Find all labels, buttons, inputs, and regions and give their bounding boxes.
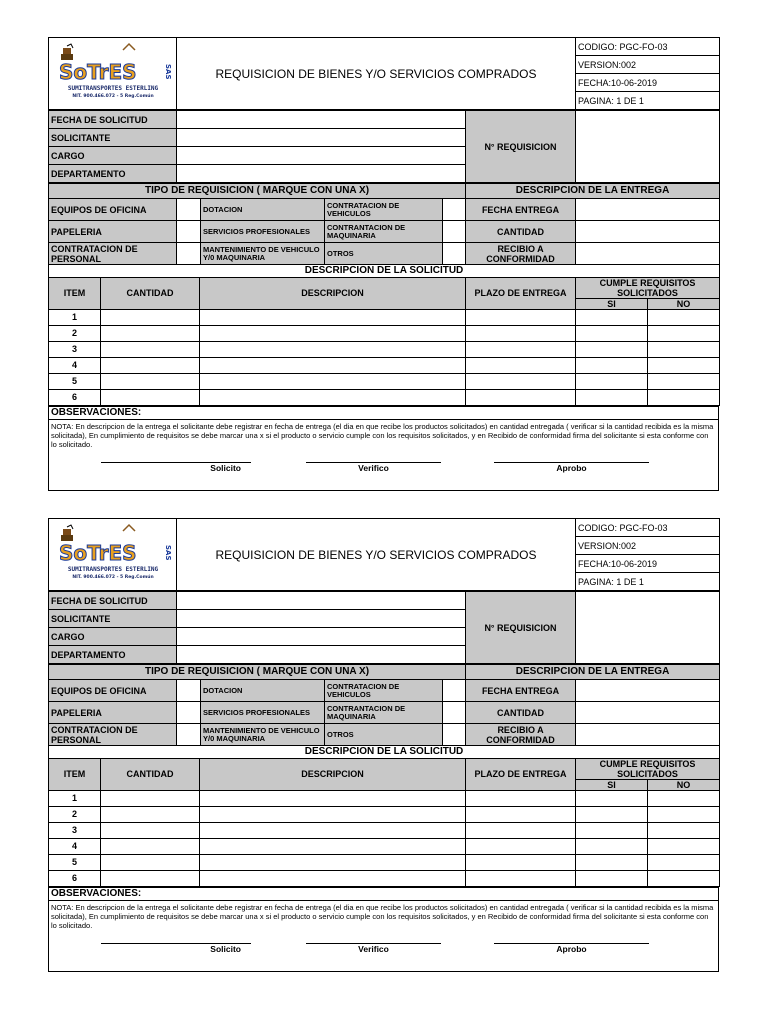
servicios-profesionales-label: SERVICIOS PROFESIONALES (201, 702, 325, 724)
solicitante-label: SOLICITANTE (49, 129, 177, 147)
departamento-field[interactable] (177, 646, 466, 664)
form-copy-1 (48, 37, 719, 491)
col-no: NO (648, 779, 720, 790)
fecha-solicitud-label: FECHA DE SOLICITUD (49, 111, 177, 129)
cantidad-cell[interactable] (101, 838, 200, 854)
col-item: ITEM (49, 277, 101, 309)
cantidad-cell[interactable] (101, 373, 200, 389)
tipo-requisicion-title: TIPO DE REQUISICION ( MARQUE CON UNA X) (49, 184, 466, 199)
plazo-cell[interactable] (466, 389, 576, 405)
observaciones-title: OBSERVACIONES: (49, 887, 719, 900)
codigo-label: CODIGO: PGC-FO-03 (576, 519, 720, 537)
cantidad-entrega-field[interactable] (576, 221, 720, 243)
descripcion-entrega-title: DESCRIPCION DE LA ENTREGA (466, 665, 720, 680)
si-cell[interactable] (576, 309, 648, 325)
contratacion-maquinaria-check[interactable] (443, 702, 466, 724)
solicitante-field[interactable] (177, 610, 466, 628)
col-descripcion: DESCRIPCION (200, 277, 466, 309)
mantenimiento-label: MANTENIMIENTO DE VEHICULO Y/0 MAQUINARIA (201, 243, 325, 265)
fecha-label: FECHA:10-06-2019 (576, 555, 720, 573)
si-cell[interactable] (576, 389, 648, 405)
fecha-entrega-field[interactable] (576, 199, 720, 221)
n-requisicion-label: N° REQUISICION (466, 592, 576, 664)
solicitante-field[interactable] (177, 129, 466, 147)
descripcion-solicitud-title: DESCRIPCION DE LA SOLICITUD (49, 265, 720, 277)
verifico-signature[interactable]: Verifico (306, 462, 441, 484)
col-plazo: PLAZO DE ENTREGA (466, 758, 576, 790)
signature-row (51, 458, 716, 488)
no-cell[interactable] (648, 790, 720, 806)
otros-check[interactable] (443, 243, 466, 265)
descripcion-cell[interactable] (200, 309, 466, 325)
contratacion-vehiculos-check[interactable] (443, 680, 466, 702)
nota-text: NOTA: En descripcion de la entrega el solicitante debe registrar en fecha de entrega (el dia en que recibe los productos solicitados) en cantidad entregada ( verificar si la cantidad recibida es la misma solicitada), En cumplimiento de requisitos se debe marcar una x si el producto o servicio cumple con los requisitos solicitados, y en Recibido de conformidad firma del solicitante si esta conforme con lo solicitado. Solicito Verifico Aprobo (49, 900, 719, 971)
tipo-table (48, 664, 720, 746)
svg-text:SoTrES: SoTrES (58, 540, 137, 565)
otros-label: OTROS (325, 243, 443, 265)
plazo-cell[interactable] (466, 341, 576, 357)
equipos-oficina-check[interactable] (177, 199, 201, 221)
cargo-label: CARGO (49, 147, 177, 165)
otros-check[interactable] (443, 724, 466, 746)
svg-text:SAS: SAS (163, 63, 172, 80)
papeleria-check[interactable] (177, 221, 201, 243)
contratacion-maquinaria-label: CONTRANTACION DE MAQUINARIA (325, 702, 443, 724)
svg-text:SUMITRANSPORTES ESTERLING: SUMITRANSPORTES ESTERLING (67, 565, 158, 573)
plazo-cell[interactable] (466, 822, 576, 838)
cantidad-cell[interactable] (101, 357, 200, 373)
solicitante-label: SOLICITANTE (49, 610, 177, 628)
contratacion-personal-check[interactable] (177, 724, 201, 746)
si-cell[interactable] (576, 822, 648, 838)
item-number: 6 (49, 870, 101, 886)
departamento-label: DEPARTAMENTO (49, 165, 177, 183)
table-row (49, 341, 720, 357)
observaciones-table (48, 406, 719, 491)
fecha-solicitud-field[interactable] (177, 592, 466, 610)
recibio-label: RECIBIO A CONFORMIDAD (466, 243, 576, 265)
svg-text:NIT. 900.466.072 - 5 Reg.Común: NIT. 900.466.072 - 5 Reg.Común (71, 93, 154, 99)
recibio-field[interactable] (576, 724, 720, 746)
cantidad-cell[interactable] (101, 854, 200, 870)
pagina-label: PAGINA: 1 DE 1 (576, 92, 720, 110)
table-row (49, 854, 720, 870)
fecha-solicitud-field[interactable] (177, 111, 466, 129)
departamento-label: DEPARTAMENTO (49, 646, 177, 664)
descripcion-cell[interactable] (200, 870, 466, 886)
col-no: NO (648, 298, 720, 309)
cantidad-cell[interactable] (101, 870, 200, 886)
si-cell[interactable] (576, 325, 648, 341)
si-cell[interactable] (576, 838, 648, 854)
cargo-field[interactable] (177, 628, 466, 646)
equipos-oficina-check[interactable] (177, 680, 201, 702)
equipos-oficina-label: EQUIPOS DE OFICINA (49, 680, 177, 702)
solicito-signature[interactable]: Solicito (101, 462, 251, 484)
form-copy-2 (48, 518, 719, 972)
cargo-field[interactable] (177, 147, 466, 165)
table-row (49, 806, 720, 822)
contratacion-maquinaria-label: CONTRANTACION DE MAQUINARIA (325, 221, 443, 243)
plazo-cell[interactable] (466, 838, 576, 854)
col-item: ITEM (49, 758, 101, 790)
table-row (49, 870, 720, 886)
version-label: VERSION:002 (576, 56, 720, 74)
cantidad-cell[interactable] (101, 389, 200, 405)
table-row (49, 822, 720, 838)
descripcion-cell[interactable] (200, 854, 466, 870)
cantidad-entrega-field[interactable] (576, 702, 720, 724)
item-number: 3 (49, 341, 101, 357)
servicios-profesionales-label: SERVICIOS PROFESIONALES (201, 221, 325, 243)
contratacion-maquinaria-check[interactable] (443, 221, 466, 243)
n-requisicion-label: N° REQUISICION (466, 111, 576, 183)
col-cumple: CUMPLE REQUISITOS SOLICITADOS (576, 758, 720, 779)
observaciones-title: OBSERVACIONES: (49, 406, 719, 419)
item-number: 5 (49, 373, 101, 389)
plazo-cell[interactable] (466, 357, 576, 373)
svg-text:NIT. 900.466.072 - 5 Reg.Común: NIT. 900.466.072 - 5 Reg.Común (71, 574, 154, 580)
table-row (49, 373, 720, 389)
si-cell[interactable] (576, 790, 648, 806)
observaciones-table (48, 887, 719, 972)
plazo-cell[interactable] (466, 373, 576, 389)
logo-icon (51, 523, 175, 585)
col-cantidad: CANTIDAD (101, 758, 200, 790)
item-number: 5 (49, 854, 101, 870)
fecha-entrega-field[interactable] (576, 680, 720, 702)
contratacion-vehiculos-label: CONTRATACION DE VEHICULOS (325, 199, 443, 221)
cantidad-cell[interactable] (101, 325, 200, 341)
cantidad-cell[interactable] (101, 341, 200, 357)
mantenimiento-label: MANTENIMIENTO DE VEHICULO Y/0 MAQUINARIA (201, 724, 325, 746)
contratacion-personal-label: CONTRATACION DE PERSONAL (49, 724, 177, 746)
plazo-cell[interactable] (466, 325, 576, 341)
descripcion-entrega-title: DESCRIPCION DE LA ENTREGA (466, 184, 720, 199)
no-cell[interactable] (648, 373, 720, 389)
contratacion-vehiculos-check[interactable] (443, 199, 466, 221)
cantidad-cell[interactable] (101, 309, 200, 325)
table-row (49, 357, 720, 373)
tipo-table (48, 183, 720, 265)
si-cell[interactable] (576, 870, 648, 886)
company-logo (49, 38, 177, 110)
equipos-oficina-label: EQUIPOS DE OFICINA (49, 199, 177, 221)
col-descripcion: DESCRIPCION (200, 758, 466, 790)
fecha-entrega-label: FECHA ENTREGA (466, 680, 576, 702)
verifico-signature[interactable]: Verifico (306, 943, 441, 965)
cantidad-cell[interactable] (101, 806, 200, 822)
form-title: REQUISICION DE BIENES Y/O SERVICIOS COMPRADOS (177, 519, 576, 591)
descripcion-solicitud-title: DESCRIPCION DE LA SOLICITUD (49, 746, 720, 758)
descripcion-cell[interactable] (200, 389, 466, 405)
dotacion-label: DOTACION (201, 199, 325, 221)
contratacion-personal-check[interactable] (177, 243, 201, 265)
no-cell[interactable] (648, 357, 720, 373)
no-cell[interactable] (648, 870, 720, 886)
descripcion-cell[interactable] (200, 373, 466, 389)
nota-text: NOTA: En descripcion de la entrega el solicitante debe registrar en fecha de entrega (el dia en que recibe los productos solicitados) en cantidad entregada ( verificar si la cantidad recibida es la misma solicitada), En cumplimiento de requisitos se debe marcar una x si el producto o servicio cumple con los requisitos solicitados, y en Recibido de conformidad firma del solicitante si esta conforme con lo solicitado. Solicito Verifico Aprobo (49, 419, 719, 490)
header-table (48, 37, 720, 110)
otros-label: OTROS (325, 724, 443, 746)
si-cell[interactable] (576, 341, 648, 357)
recibio-label: RECIBIO A CONFORMIDAD (466, 724, 576, 746)
descripcion-cell[interactable] (200, 838, 466, 854)
company-logo (49, 519, 177, 591)
si-cell[interactable] (576, 373, 648, 389)
si-cell[interactable] (576, 806, 648, 822)
item-number: 2 (49, 806, 101, 822)
no-cell[interactable] (648, 806, 720, 822)
no-cell[interactable] (648, 822, 720, 838)
recibio-field[interactable] (576, 243, 720, 265)
contratacion-vehiculos-label: CONTRATACION DE VEHICULOS (325, 680, 443, 702)
papeleria-check[interactable] (177, 702, 201, 724)
cantidad-entrega-label: CANTIDAD (466, 221, 576, 243)
descripcion-cell[interactable] (200, 357, 466, 373)
logo-icon (51, 42, 175, 104)
cargo-label: CARGO (49, 628, 177, 646)
cantidad-entrega-label: CANTIDAD (466, 702, 576, 724)
cantidad-cell[interactable] (101, 822, 200, 838)
version-label: VERSION:002 (576, 537, 720, 555)
fecha-solicitud-label: FECHA DE SOLICITUD (49, 592, 177, 610)
aprobo-signature[interactable]: Aprobo (494, 943, 649, 965)
fecha-label: FECHA:10-06-2019 (576, 74, 720, 92)
col-si: SI (576, 298, 648, 309)
header-table (48, 518, 720, 591)
item-number: 1 (49, 309, 101, 325)
cantidad-cell[interactable] (101, 790, 200, 806)
descripcion-cell[interactable] (200, 822, 466, 838)
no-cell[interactable] (648, 325, 720, 341)
departamento-field[interactable] (177, 165, 466, 183)
descripcion-cell[interactable] (200, 325, 466, 341)
plazo-cell[interactable] (466, 806, 576, 822)
form-title: REQUISICION DE BIENES Y/O SERVICIOS COMPRADOS (177, 38, 576, 110)
col-plazo: PLAZO DE ENTREGA (466, 277, 576, 309)
si-cell[interactable] (576, 357, 648, 373)
info-table (48, 110, 720, 183)
item-number: 6 (49, 389, 101, 405)
descripcion-cell[interactable] (200, 806, 466, 822)
item-number: 4 (49, 357, 101, 373)
table-row (49, 389, 720, 405)
pagina-label: PAGINA: 1 DE 1 (576, 573, 720, 591)
papeleria-label: PAPELERIA (49, 221, 177, 243)
plazo-cell[interactable] (466, 309, 576, 325)
no-cell[interactable] (648, 309, 720, 325)
plazo-cell[interactable] (466, 790, 576, 806)
n-requisicion-field[interactable] (576, 111, 720, 183)
plazo-cell[interactable] (466, 854, 576, 870)
solicito-signature[interactable]: Solicito (101, 943, 251, 965)
no-cell[interactable] (648, 838, 720, 854)
table-row (49, 790, 720, 806)
solicitud-table (48, 746, 720, 887)
signature-row (51, 939, 716, 969)
col-cumple: CUMPLE REQUISITOS SOLICITADOS (576, 277, 720, 298)
no-cell[interactable] (648, 341, 720, 357)
papeleria-label: PAPELERIA (49, 702, 177, 724)
aprobo-signature[interactable]: Aprobo (494, 462, 649, 484)
svg-text:SoTrES: SoTrES (58, 59, 137, 84)
descripcion-cell[interactable] (200, 341, 466, 357)
table-row (49, 325, 720, 341)
plazo-cell[interactable] (466, 870, 576, 886)
item-number: 2 (49, 325, 101, 341)
col-si: SI (576, 779, 648, 790)
dotacion-label: DOTACION (201, 680, 325, 702)
item-number: 1 (49, 790, 101, 806)
no-cell[interactable] (648, 389, 720, 405)
codigo-label: CODIGO: PGC-FO-03 (576, 38, 720, 56)
solicitud-table (48, 265, 720, 406)
info-table (48, 591, 720, 664)
table-row (49, 838, 720, 854)
col-cantidad: CANTIDAD (101, 277, 200, 309)
svg-text:SUMITRANSPORTES ESTERLING: SUMITRANSPORTES ESTERLING (67, 84, 158, 92)
item-number: 3 (49, 822, 101, 838)
descripcion-cell[interactable] (200, 790, 466, 806)
no-cell[interactable] (648, 854, 720, 870)
si-cell[interactable] (576, 854, 648, 870)
tipo-requisicion-title: TIPO DE REQUISICION ( MARQUE CON UNA X) (49, 665, 466, 680)
svg-text:SAS: SAS (163, 544, 172, 561)
fecha-entrega-label: FECHA ENTREGA (466, 199, 576, 221)
table-row (49, 309, 720, 325)
item-number: 4 (49, 838, 101, 854)
contratacion-personal-label: CONTRATACION DE PERSONAL (49, 243, 177, 265)
n-requisicion-field[interactable] (576, 592, 720, 664)
